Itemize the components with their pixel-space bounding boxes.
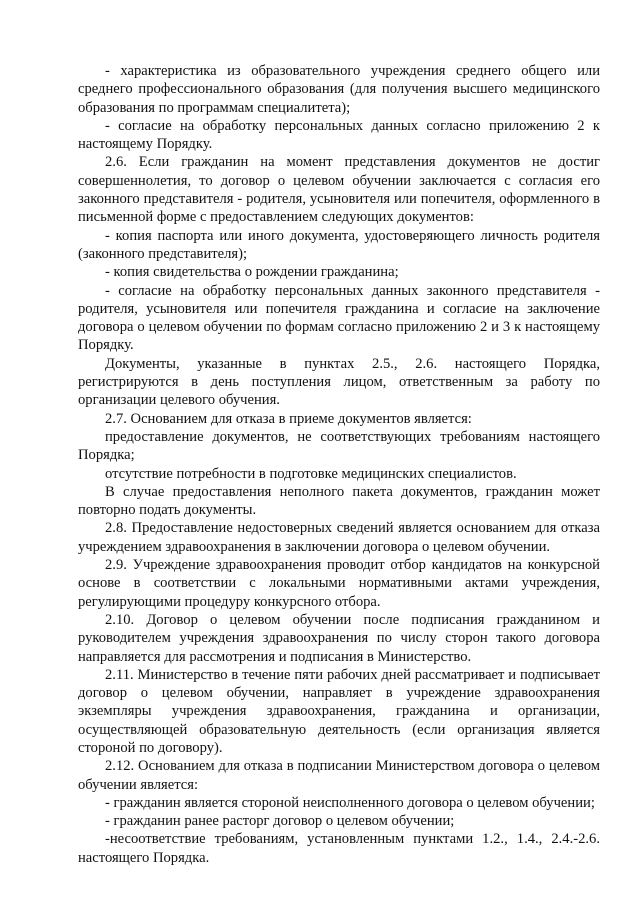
- paragraph: 2.6. Если гражданин на момент представления документов не достиг совершеннолетия, то договор о целевом обучении заключается с согласия его законного представителя - родителя, усыновителя или попечителя, оформленного в письменной форме с предоставлением следующих документов:: [78, 154, 600, 226]
- paragraph: 2.12. Основанием для отказа в подписании Министерством договора о целевом обучении является:: [78, 758, 600, 793]
- paragraph: 2.9. Учреждение здравоохранения проводит отбор кандидатов на конкурсной основе в соответствии с локальными нормативными актами учреждения, регулирующими процедуру конкурсного отбора.: [78, 557, 600, 610]
- paragraph: - гражданин является стороной неисполненного договора о целевом обучении;: [105, 794, 595, 811]
- paragraph: 2.11. Министерство в течение пяти рабочих дней рассматривает и подписывает договор о целевом обучении, направляет в учреждение здравоохранения экземпляры учреждения здравоохранения, гражданина и организации, осуществляющей образовательную деятельность (если организация является стороной по договору).: [78, 666, 600, 756]
- paragraph: В случае предоставления неполного пакета документов, гражданин может повторно подать документы.: [78, 483, 600, 519]
- paragraph: - гражданин ранее расторг договор о целевом обучении;: [105, 813, 455, 830]
- paragraph: 2.10. Договор о целевом обучении после подписания гражданином и руководителем учреждения здравоохранения по числу сторон такого договора направляется для рассмотрения и подписания в Министерство.: [78, 611, 600, 665]
- paragraph: 2.7. Основанием для отказа в приеме документов является:: [105, 410, 472, 427]
- paragraph: - согласие на обработку персональных данных законного представителя - родителя, усыновителя или попечителя гражданина и согласие на заключение договора о целевом обучении по формам согласно приложению 2 и 3 к настоящему Порядку.: [78, 282, 600, 354]
- paragraph: предоставление документов, не соответствующих требованиям настоящего Порядка;: [78, 428, 600, 464]
- paragraph: Документы, указанные в пунктах 2.5., 2.6. настоящего Порядка, регистрируются в день поступления лицом, ответственным за работу по организации целевого обучения.: [78, 355, 600, 409]
- document-page: [78, 62, 600, 867]
- paragraph: - согласие на обработку персональных данных согласно приложению 2 к настоящему Порядку.: [78, 117, 600, 153]
- paragraph: - копия паспорта или иного документа, удостоверяющего личность родителя (законного представителя);: [78, 227, 600, 262]
- paragraph: - копия свидетельства о рождении гражданина;: [105, 264, 399, 281]
- paragraph: отсутствие потребности в подготовке медицинских специалистов.: [105, 465, 517, 482]
- paragraph: 2.8. Предоставление недостоверных сведений является основанием для отказа учреждением здравоохранения в заключении договора о целевом обучении.: [78, 520, 600, 555]
- paragraph: - характеристика из образовательного учреждения среднего общего или среднего профессионального образования (для получения высшего медицинского образования по программам специалитета);: [78, 63, 600, 116]
- paragraph: -несоответствие требованиям, установленным пунктами 1.2., 1.4., 2.4.-2.6. настоящего Порядка.: [78, 831, 600, 866]
